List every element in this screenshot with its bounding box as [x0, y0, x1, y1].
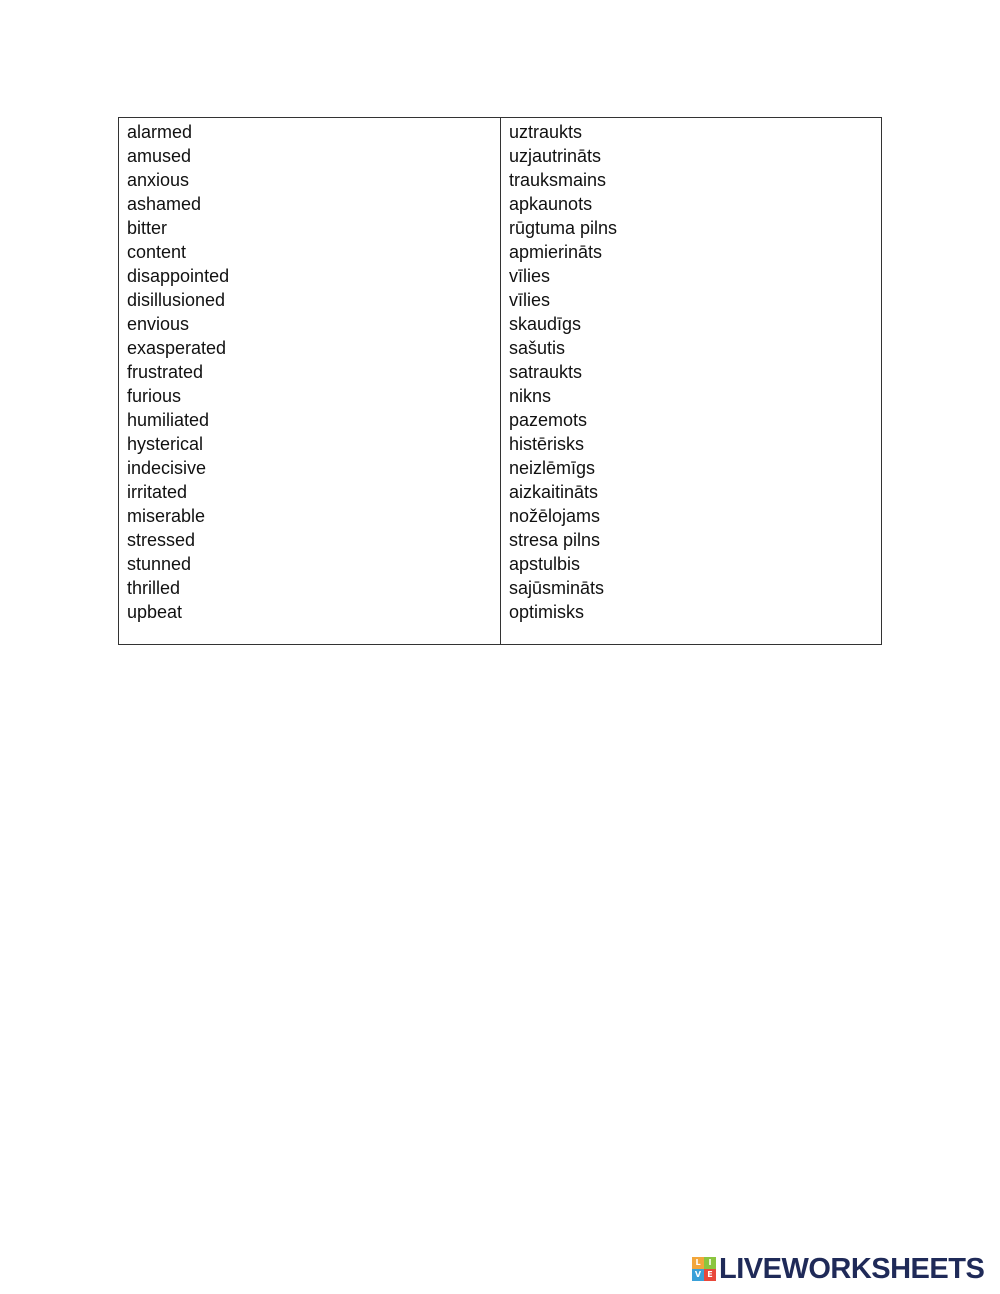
- english-word: exasperated: [127, 338, 227, 358]
- english-word: stunned: [127, 554, 192, 574]
- latvian-word: skaudīgs: [509, 314, 582, 334]
- english-word: anxious: [127, 170, 190, 190]
- latvian-word: neizlēmīgs: [509, 458, 596, 478]
- latvian-word: stresa pilns: [509, 530, 601, 550]
- english-word: miserable: [127, 506, 206, 526]
- logo-tile: E: [704, 1269, 716, 1281]
- english-word: thrilled: [127, 578, 181, 598]
- liveworksheets-logo-icon: [692, 1257, 716, 1281]
- english-word: disillusioned: [127, 290, 226, 310]
- english-word: envious: [127, 314, 190, 334]
- latvian-word: nožēlojams: [509, 506, 601, 526]
- latvian-word: uzjautrināts: [509, 146, 602, 166]
- latvian-word: vīlies: [509, 290, 551, 310]
- english-word: amused: [127, 146, 192, 166]
- english-word: hysterical: [127, 434, 204, 454]
- english-word: content: [127, 242, 187, 262]
- latvian-word: sašutis: [509, 338, 566, 358]
- latvian-column: [501, 118, 881, 644]
- english-word: ashamed: [127, 194, 202, 214]
- logo-tile: V: [692, 1269, 704, 1281]
- vocabulary-table: [118, 117, 882, 645]
- brand-name: LIVEWORKSHEETS: [719, 1253, 985, 1285]
- latvian-word: satraukts: [509, 362, 583, 382]
- english-word: humiliated: [127, 410, 210, 430]
- latvian-word: apkaunots: [509, 194, 593, 214]
- english-word: stressed: [127, 530, 196, 550]
- latvian-word: rūgtuma pilns: [509, 218, 618, 238]
- latvian-word: histērisks: [509, 434, 585, 454]
- english-word: disappointed: [127, 266, 230, 286]
- latvian-word: sajūsmināts: [509, 578, 605, 598]
- latvian-word: apstulbis: [509, 554, 581, 574]
- english-word: furious: [127, 386, 182, 406]
- latvian-word: vīlies: [509, 266, 551, 286]
- english-word: irritated: [127, 482, 188, 502]
- latvian-word: aizkaitināts: [509, 482, 599, 502]
- logo-tile: I: [704, 1257, 716, 1269]
- english-word: alarmed: [127, 122, 193, 142]
- liveworksheets-brand: [692, 1255, 984, 1283]
- latvian-word: uztraukts: [509, 122, 583, 142]
- logo-tile: L: [692, 1257, 704, 1269]
- english-column: [119, 118, 501, 644]
- latvian-word: nikns: [509, 386, 552, 406]
- latvian-word: optimisks: [509, 602, 585, 622]
- latvian-word: pazemots: [509, 410, 588, 430]
- english-word: bitter: [127, 218, 168, 238]
- english-word: frustrated: [127, 362, 204, 382]
- english-word: upbeat: [127, 602, 183, 622]
- english-word: indecisive: [127, 458, 207, 478]
- latvian-word: apmierināts: [509, 242, 603, 262]
- latvian-word: trauksmains: [509, 170, 607, 190]
